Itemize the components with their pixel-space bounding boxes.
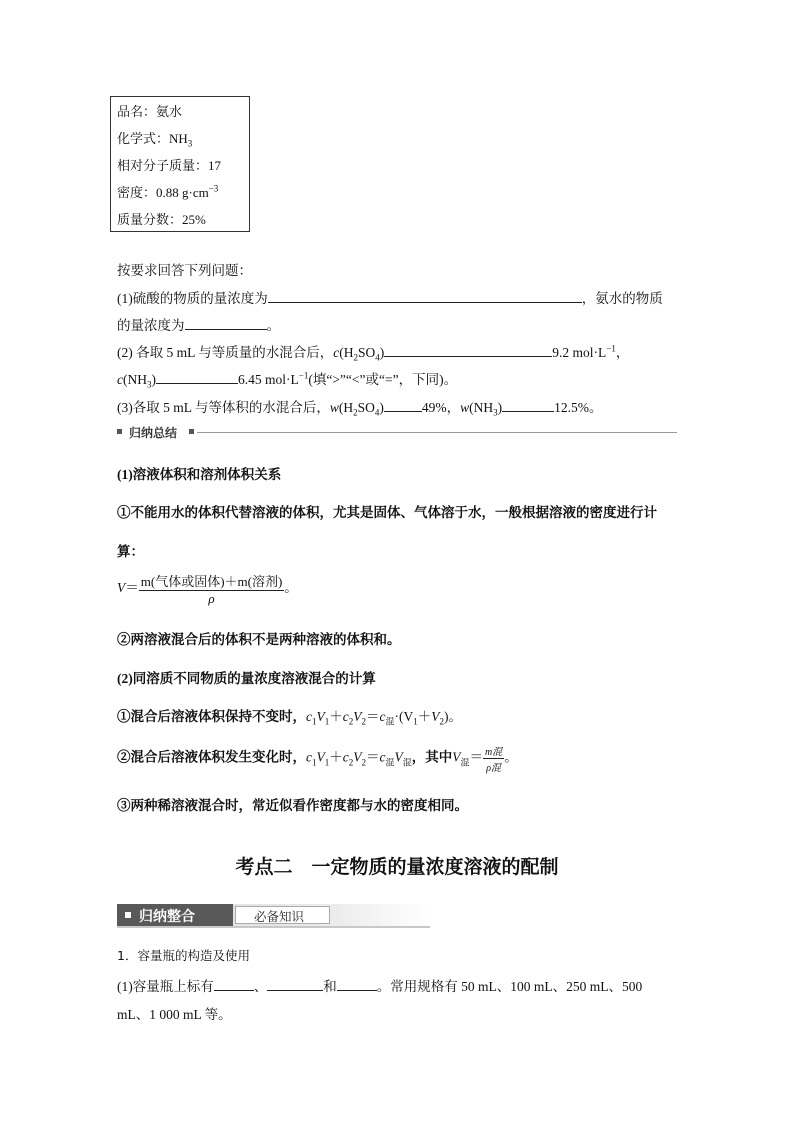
- item-1-question-line-2: mL、1 000 mL 等。: [117, 1007, 232, 1022]
- square-bullet-icon: [125, 912, 131, 918]
- question-2-line-1: (2) 各取 5 mL 与等质量的水混合后，$c(H_2SO_4)$ 9.2 $mol\cdot L^{-1}$，: [117, 343, 630, 363]
- summary-point-1: (1)溶液体积和溶剂体积关系: [117, 467, 282, 482]
- label-density: 密度：0.88 $g\cdot cm^{-3}$: [117, 183, 219, 200]
- summary-header: [117, 424, 677, 440]
- reagent-label-box: [110, 96, 250, 232]
- section-banner: [117, 904, 430, 926]
- item-1-question-line-1: (1)容量瓶上标有 、 和 。常用规格有 50 mL、100 mL、250 mL、500: [117, 979, 643, 994]
- summary-point-2: (2)同溶质不同物质的量浓度溶液混合的计算: [117, 671, 376, 686]
- answer-blank[interactable]: [185, 317, 267, 330]
- fraction: $\frac{\text{m混}}{\text{ρ混}}$: [483, 743, 504, 774]
- label-molar-mass: 相对分子质量：17: [117, 158, 222, 173]
- label-mass-fraction: 质量分数：25%: [117, 212, 206, 227]
- summary-tag: 归纳总结: [129, 426, 178, 440]
- question-3: (3)各取 5 mL 与等体积的水混合后，$w(H_2SO_4)$ 49%，$w(NH_3)$ 12.5%。: [117, 400, 603, 418]
- divider: [197, 432, 677, 433]
- question-1-line-1: (1)硫酸的物质的量浓度为 ，氨水的物质: [117, 291, 663, 306]
- answer-blank[interactable]: [502, 399, 554, 412]
- question-2-line-2: $c(NH_3)$ 6.45 $mol\cdot L^{-1}$(填“>”“<”或“=”，下同)。: [117, 370, 458, 390]
- answer-blank[interactable]: [384, 344, 552, 357]
- summary-point-1-2: ②两溶液混合后的体积不是两种溶液的体积和。: [117, 632, 401, 647]
- summary-point-2-2: ②混合后溶液体积发生变化时，$c_1V_1+c_2V_2=c_混V_混$，其中$V_混=$ $\frac{\text{m混}}{\text{ρ混}}$ 。: [117, 743, 518, 774]
- answer-blank[interactable]: [337, 978, 377, 991]
- summary-point-2-1: ①混合后溶液体积保持不变时，$c_1V_1+c_2V_2=c_混\cdot(V_1+V_2)$。: [117, 709, 463, 727]
- banner-light-tab: 必备知识: [235, 906, 330, 924]
- label-name: 品名：氨水: [117, 104, 183, 119]
- summary-point-1-1: ①不能用水的体积代替溶液的体积，尤其是固体、气体溶于水，一般根据溶液的密度进行计: [117, 505, 657, 520]
- answer-blank[interactable]: [267, 978, 323, 991]
- summary-point-2-3: ③两种稀溶液混合时，常近似看作密度都与水的密度相同。: [117, 798, 468, 813]
- intro-text: 按要求回答下列问题：: [117, 263, 252, 278]
- banner-dark-tab: 归纳整合: [117, 904, 233, 926]
- summary-point-1-1-cont: 算：: [117, 544, 144, 559]
- answer-blank[interactable]: [268, 290, 582, 303]
- answer-blank[interactable]: [156, 371, 238, 384]
- question-1-line-2: 的量浓度为 。: [117, 318, 280, 333]
- answer-blank[interactable]: [214, 978, 254, 991]
- label-formula: 化学式：$NH_3$: [117, 131, 193, 149]
- volume-formula: V＝ $\frac{\text{m(气体或固体)＋m(溶剂)}}{\rho}$ 。: [117, 571, 298, 607]
- square-bullet-icon: [189, 429, 194, 434]
- section-title: 考点二 一定物质的量浓度溶液的配制: [235, 856, 559, 878]
- fraction: $\frac{\text{m(气体或固体)＋m(溶剂)}}{\rho}$: [139, 571, 285, 607]
- answer-blank[interactable]: [384, 399, 422, 412]
- item-1-heading: 1．容量瓶的构造及使用: [117, 948, 250, 963]
- square-bullet-icon: [117, 429, 122, 434]
